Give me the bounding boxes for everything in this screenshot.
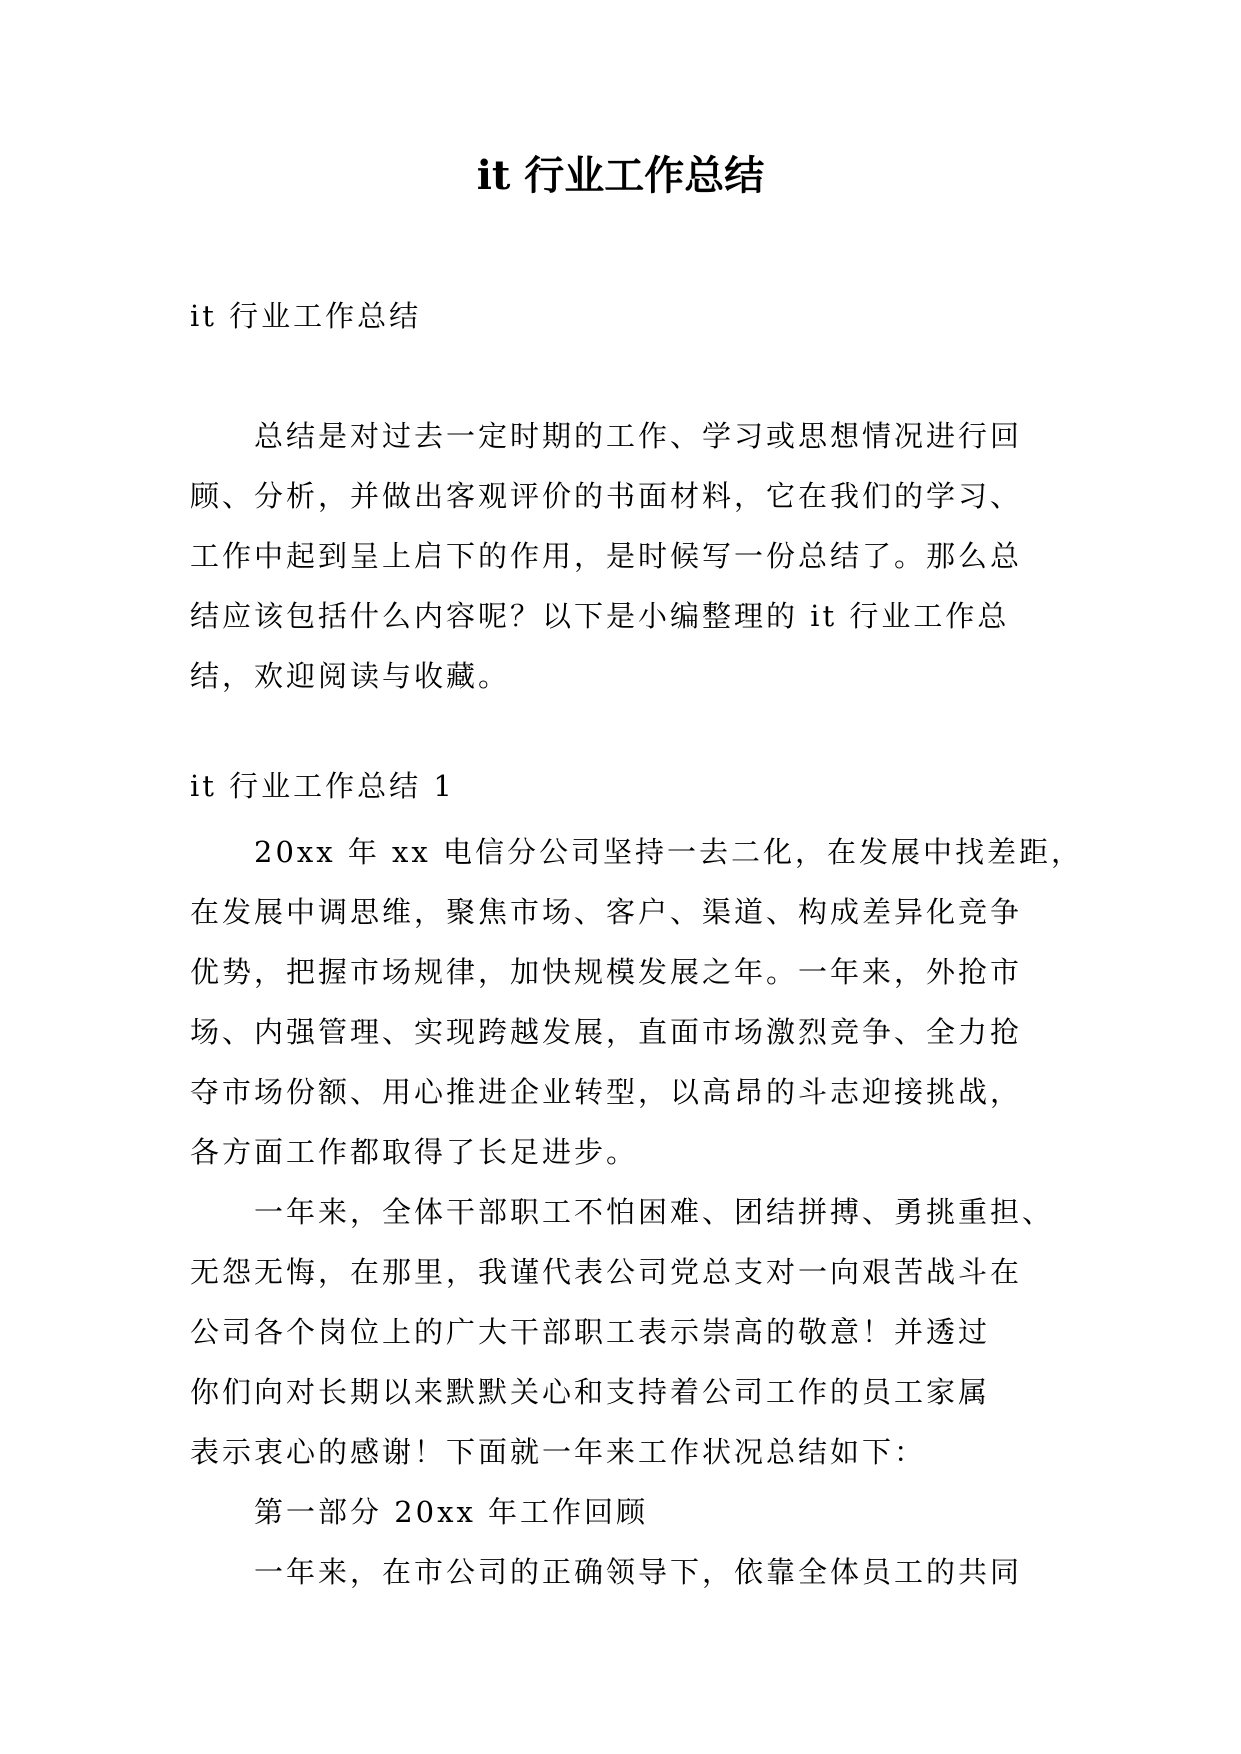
paragraph-line: 场、内强管理、实现跨越发展，直面市场激烈竞争、全力抢 [190,1015,1023,1049]
intro-paragraph [190,406,1070,706]
paragraph-line: 结应该包括什么内容呢？以下是小编整理的 it 行业工作总 [190,599,1010,633]
paragraph-line: 结，欢迎阅读与收藏。 [190,659,511,693]
paragraph-line: 无怨无悔，在那里，我谨代表公司党总支对一向艰苦战斗在 [190,1255,1023,1289]
paragraph-line: 夺市场份额、用心推进企业转型，以高昂的斗志迎接挑战， [190,1075,1023,1109]
paragraph-line: 总结是对过去一定时期的工作、学习或思想情况进行回 [254,419,1023,453]
paragraph-line: 顾、分析，并做出客观评价的书面材料，它在我们的学习、 [190,479,1023,513]
paragraph-line: 一年来，在市公司的正确领导下，依靠全体员工的共同 [254,1555,1023,1589]
paragraph-line: 工作中起到呈上启下的作用，是时候写一份总结了。那么总 [190,539,1023,573]
paragraph-line: 表示衷心的感谢！下面就一年来工作状况总结如下： [190,1435,927,1469]
document-title: it 行业工作总结 [476,152,765,199]
paragraph-line: 各方面工作都取得了长足进步。 [190,1135,639,1169]
part-heading: 第一部分 20xx 年工作回顾 [254,1495,649,1529]
paragraph-line: 一年来，全体干部职工不怕困难、团结拼搏、勇挑重担、 [254,1195,1055,1229]
paragraph-line: 20xx 年 xx 电信分公司坚持一去二化，在发展中找差距， [254,835,1083,869]
section-heading: it 行业工作总结 1 [190,769,455,803]
paragraph-line: 在发展中调思维，聚焦市场、客户、渠道、构成差异化竞争 [190,895,1023,929]
paragraph-line: 优势，把握市场规律，加快规模发展之年。一年来，外抢市 [190,955,1023,989]
document-subtitle: it 行业工作总结 [190,299,422,333]
paragraph-line: 你们向对长期以来默默关心和支持着公司工作的员工家属 [190,1375,991,1409]
paragraph-line: 公司各个岗位上的广大干部职工表示崇高的敬意！并透过 [190,1315,991,1349]
section-content [190,822,1083,1602]
